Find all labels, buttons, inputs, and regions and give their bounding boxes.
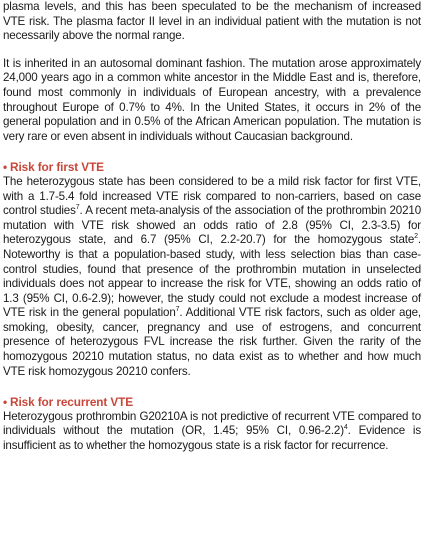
document-page — [3, 0, 421, 454]
recurrent-vte-heading-label: Risk for recurrent VTE — [10, 395, 134, 410]
bullet-icon: • — [3, 160, 8, 175]
reference-superscript: 7 — [175, 306, 180, 314]
recurrent-vte-heading — [3, 395, 421, 410]
recurrent-vte-text-2: . Evidence is insufficient as to whether the homozygous state is a risk factor for recurrence. — [3, 424, 421, 453]
first-vte-text-4: . Additional VTE risk factors, such as older age, smoking, obesity, cancer, pregnancy and use of estrogens, and concurrent presence of heterozygous FVL increase the risk further. Given the rarity of the homozygous 20210 mutation status, no data exist as to whether and how much VTE risk homozygous 20210 confers. — [3, 306, 421, 378]
inheritance-paragraph: It is inherited in an autosomal dominant fashion. The mutation arose approximately 24,000 years ago in a common white ancestor in the Middle East and is, therefore, found most commonly in individuals of European ancestry, with a prevalence throughout Europe of 0.7% to 4%. In the United States, it occurs in 2% of the general population and in 0.5% of the African American population. The mutation is very rare or even absent in individuals without Caucasian background. — [3, 56, 421, 143]
bullet-icon: • — [3, 395, 8, 410]
first-vte-text-2: . A recent meta-analysis of the association of the prothrombin 20210 mutation with VTE risk showed an odds ratio of 2.8 (95% CI, 2.3-3.5) for heterozygous state, and 6.7 (95% CI, 2.2-20.7) for the homozygous state — [3, 204, 421, 247]
first-vte-paragraph — [3, 175, 421, 379]
reference-superscript: 2 — [414, 233, 418, 241]
recurrent-vte-text-1: Heterozygous prothrombin G20210A is not predictive of recurrent VTE compared to individuals without the mutation (OR, 1.45; 95% CI, 0.96-2.2) — [3, 409, 421, 438]
intro-paragraph: plasma levels, and this has been speculated to be the mechanism of increased VTE risk. The plasma factor II level in an individual patient with the mutation is not necessarily above the normal range. — [3, 0, 421, 43]
first-vte-heading-label: Risk for first VTE — [10, 160, 104, 175]
first-vte-heading — [3, 160, 421, 175]
reference-superscript: 4 — [343, 424, 348, 432]
reference-superscript: 7 — [75, 204, 80, 212]
first-vte-text-3: . Noteworthy is that a population-based study, with less selection bias than case-control studies, found that presence of the prothrombin mutation in unselected individuals does not appear to increase the risk for VTE, showing an odds ratio of 1.3 (95% CI, 0.6-2.9); however, the study could not exclude a modest increase of VTE risk in the general population — [3, 233, 421, 320]
first-vte-text-1: The heterozygous state has been considered to be a mild risk factor for first VTE, with a 1.7-5.4 fold increased VTE risk compared to non-carriers, based on case control studies — [3, 174, 421, 218]
recurrent-vte-paragraph — [3, 410, 421, 454]
